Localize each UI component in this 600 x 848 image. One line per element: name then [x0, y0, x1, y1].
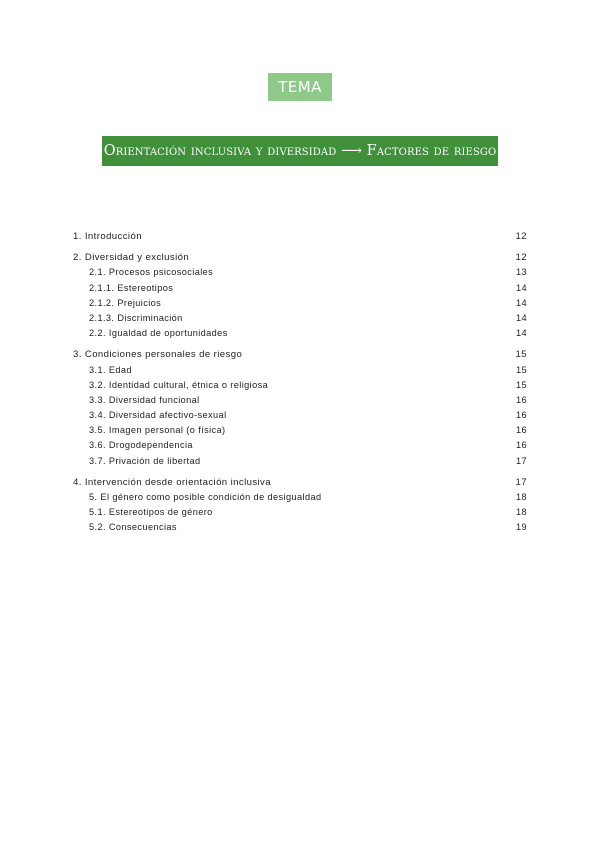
toc-entry-page: 17: [515, 476, 527, 488]
toc-entry-label: 4. Intervención desde orientación inclusiva: [73, 476, 271, 488]
toc-entry-page: 16: [515, 440, 527, 451]
toc-entry[interactable]: [73, 229, 527, 244]
toc-entry[interactable]: [73, 363, 527, 378]
toc-entry-label: 2.1.3. Discriminación: [89, 312, 183, 323]
toc-entry[interactable]: [73, 490, 527, 505]
toc-entry-page: 17: [515, 455, 527, 466]
toc-entry-label: 3.3. Diversidad funcional: [89, 394, 200, 405]
toc-entry-page: 15: [515, 364, 527, 375]
toc-entry-page: 18: [515, 507, 527, 518]
toc-entry[interactable]: [73, 393, 527, 408]
toc-entry-label: 1. Introducción: [73, 231, 142, 242]
toc-entry[interactable]: [73, 505, 527, 520]
toc-entry[interactable]: [73, 281, 527, 296]
toc-entry[interactable]: [73, 454, 527, 469]
toc-entry-page: 15: [515, 379, 527, 390]
toc-entry-label: 2.2. Igualdad de oportunidades: [89, 328, 228, 339]
toc-entry[interactable]: [73, 265, 527, 280]
toc-entry-page: 12: [515, 231, 527, 242]
toc-entry-page: 14: [515, 297, 527, 308]
toc-entry[interactable]: [73, 311, 527, 326]
toc-entry-label: 5. El género como posible condición de desigualdad: [89, 492, 322, 502]
toc-entry[interactable]: [73, 378, 527, 393]
toc-entry-page: 16: [515, 425, 527, 436]
toc-entry[interactable]: [73, 326, 527, 341]
toc-entry-label: 2.1. Procesos psicosociales: [89, 267, 214, 278]
toc-entry-page: 14: [515, 328, 527, 339]
toc-entry-label: 3.1. Edad: [89, 364, 132, 375]
toc-entry-label: 3.4. Diversidad afectivo-sexual: [89, 410, 227, 421]
toc-entry-page: 14: [515, 282, 527, 293]
toc-entry-page: 15: [515, 349, 527, 361]
toc-entry-page: 12: [515, 252, 527, 264]
toc-entry-label: 3.5. Imagen personal (o física): [89, 425, 226, 436]
toc-entry-page: 16: [515, 394, 527, 405]
topic-number-badge: TEMA 2:: [268, 73, 332, 101]
toc-entry-label: 5.2. Consecuencias: [89, 522, 177, 533]
toc-entry[interactable]: [73, 347, 527, 362]
toc-entry-page: 19: [515, 522, 527, 533]
toc-entry-page: 13: [515, 267, 527, 278]
toc-entry[interactable]: [73, 520, 527, 535]
toc-entry[interactable]: [73, 250, 527, 265]
toc-entry[interactable]: [73, 438, 527, 453]
toc-entry-page: 16: [515, 410, 527, 421]
toc-entry-page: 14: [515, 312, 527, 323]
toc-entry[interactable]: [73, 408, 527, 423]
toc-entry-label: 3.6. Drogodependencia: [89, 440, 193, 451]
toc-entry-page: 18: [515, 492, 527, 502]
toc-entry-label: 2.1.2. Prejuicios: [89, 297, 162, 308]
toc-entry[interactable]: [73, 296, 527, 311]
toc-entry[interactable]: [73, 475, 527, 490]
toc-entry-label: 2. Diversidad y exclusión: [73, 252, 190, 264]
toc-entry-label: 3. Condiciones personales de riesgo: [73, 349, 243, 361]
toc-entry-label: 3.2. Identidad cultural, étnica o religiosa: [89, 379, 269, 390]
toc-entry-label: 2.1.1. Estereotipos: [89, 282, 174, 293]
topic-title-banner: Orientación inclusiva y diversidad ⟶ Factores de riesgo: [102, 136, 498, 166]
toc-entry[interactable]: [73, 423, 527, 438]
table-of-contents: [73, 229, 527, 536]
toc-entry-label: 3.7. Privación de libertad: [89, 455, 201, 466]
toc-entry-label: 5.1. Estereotipos de género: [89, 507, 213, 518]
